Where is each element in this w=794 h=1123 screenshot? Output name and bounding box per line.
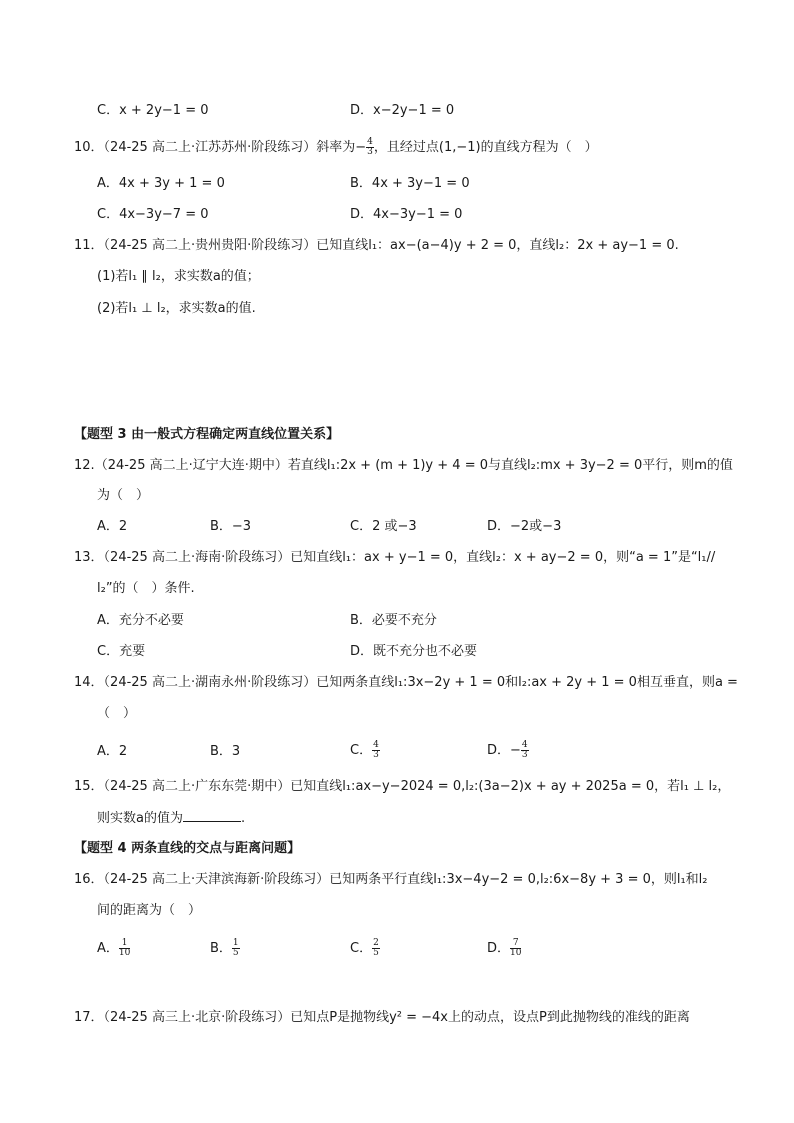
q10-stem: 10．（24-25 高二上·江苏苏州·阶段练习）斜率为− $\frac{4}{3}$ ，且经过点(1,−1)的直线方程为（ ）: [74, 137, 598, 157]
question-source: （24-25 高二上·湖南永州·阶段练习）: [103, 675, 317, 690]
question-source: （24-25 高二上·天津滨海新·阶段练习）: [103, 872, 330, 887]
q13-option-c: C．充要: [97, 644, 146, 659]
q12-stem-cont: 为（ ）: [97, 488, 150, 503]
q11-stem: 11．（24-25 高二上·贵州贵阳·阶段练习）已知直线l₁：ax−(a−4)y + 2 = 0，直线l₂：2x + ay−1 = 0.: [74, 238, 679, 253]
question-number: 16．: [74, 872, 104, 887]
q14-option-b: B．3: [210, 744, 241, 759]
question-number: 17．: [74, 1010, 104, 1025]
fraction: $\frac{4}{3}$: [373, 740, 379, 760]
q10-option-c: C．4x−3y−7 = 0: [97, 207, 209, 222]
q16-stem-cont: 间的距离为（ ）: [97, 903, 202, 918]
q14-option-a: A．2: [97, 744, 128, 759]
q10-option-d: D．4x−3y−1 = 0: [350, 207, 463, 222]
q12-option-b: B．−3: [210, 519, 252, 534]
question-number: 15．: [74, 779, 104, 794]
question-number: 10．: [74, 140, 104, 155]
section-heading-3: 【题型 3 由一般式方程确定两直线位置关系】: [74, 427, 340, 442]
q13-stem-cont: l₂”的（ ）条件.: [97, 581, 195, 596]
question-source: （24-25 高二上·贵州贵阳·阶段练习）: [103, 238, 317, 253]
q14-stem-cont: （ ）: [97, 706, 137, 721]
question-source: （24-25 高二上·辽宁大连·期中）: [94, 458, 288, 473]
q15-stem: 15．（24-25 高二上·广东东莞·期中）已知直线l₁:ax−y−2024 = 0,l₂:(3a−2)x + ay + 2025a = 0，若l₁ ⊥ l₂，: [74, 779, 731, 794]
q10-option-b: B．4x + 3y−1 = 0: [350, 176, 470, 191]
q15-stem-cont: 则实数a的值为 .: [97, 811, 246, 826]
fraction: $\frac{7}{10}$: [510, 938, 522, 958]
q12-option-d: D．−2或−3: [487, 519, 562, 534]
section-heading-4: 【题型 4 两条直线的交点与距离问题】: [74, 841, 301, 856]
q13-option-d: D．既不充分也不必要: [350, 644, 478, 659]
fraction: $\frac{4}{3}$: [521, 740, 528, 760]
question-number: 11．: [74, 238, 104, 253]
answer-blank[interactable]: [183, 809, 241, 822]
fraction: $\frac{1}{5}$: [232, 938, 239, 958]
q9-option-d: D．x−2y−1 = 0: [350, 103, 455, 118]
question-source: （24-25 高二上·江苏苏州·阶段练习）: [103, 140, 317, 155]
question-number: 13．: [74, 550, 104, 565]
q14-stem: 14．（24-25 高二上·湖南永州·阶段练习）已知两条直线l₁:3x−2y + 1 = 0和l₂:ax + 2y + 1 = 0相互垂直，则a =: [74, 675, 738, 690]
q12-option-c: C．2 或−3: [350, 519, 417, 534]
q14-option-d: D．− $\frac{4}{3}$: [487, 740, 528, 760]
fraction: $\frac{2}{5}$: [373, 938, 379, 958]
q10-option-a: A．4x + 3y + 1 = 0: [97, 176, 225, 191]
fraction: $\frac{4}{3}$: [367, 137, 373, 157]
question-source: （24-25 高二上·广东东莞·期中）: [103, 779, 291, 794]
question-number: 14．: [74, 675, 104, 690]
q13-stem: 13．（24-25 高二上·海南·阶段练习）已知直线l₁：ax + y−1 = 0，直线l₂：x + ay−2 = 0，则“a = 1”是“l₁//: [74, 550, 716, 565]
q11-part-2: (2)若l₁ ⊥ l₂，求实数a的值.: [97, 301, 256, 316]
q17-stem: 17．（24-25 高三上·北京·阶段练习）已知点P是抛物线y² = −4x上的动点，设点P到此抛物线的准线的距离: [74, 1010, 690, 1025]
q13-option-a: A．充分不必要: [97, 613, 184, 628]
q16-stem: 16．（24-25 高二上·天津滨海新·阶段练习）已知两条平行直线l₁:3x−4y−2 = 0,l₂:6x−8y + 3 = 0，则l₁和l₂: [74, 872, 708, 887]
q14-option-c: C． $\frac{4}{3}$: [350, 740, 379, 760]
question-source: （24-25 高二上·海南·阶段练习）: [103, 550, 291, 565]
q11-part-1: (1)若l₁ ∥ l₂，求实数a的值；: [97, 269, 260, 284]
question-number: 12.: [74, 458, 95, 473]
q12-stem: 12.（24-25 高二上·辽宁大连·期中）若直线l₁:2x + (m + 1)y + 4 = 0与直线l₂:mx + 3y−2 = 0平行，则m的值: [74, 458, 733, 473]
question-source: （24-25 高三上·北京·阶段练习）: [103, 1010, 291, 1025]
q12-option-a: A．2: [97, 519, 128, 534]
q16-option-b: B． $\frac{1}{5}$: [210, 938, 239, 958]
fraction: $\frac{1}{10}$: [118, 938, 131, 958]
q9-option-c: C．x + 2y−1 = 0: [97, 103, 209, 118]
q16-option-c: C． $\frac{2}{5}$: [350, 938, 379, 958]
q16-option-d: D． $\frac{7}{10}$: [487, 938, 522, 958]
q13-option-b: B．必要不充分: [350, 613, 437, 628]
q16-option-a: A． $\frac{1}{10}$: [97, 938, 131, 958]
